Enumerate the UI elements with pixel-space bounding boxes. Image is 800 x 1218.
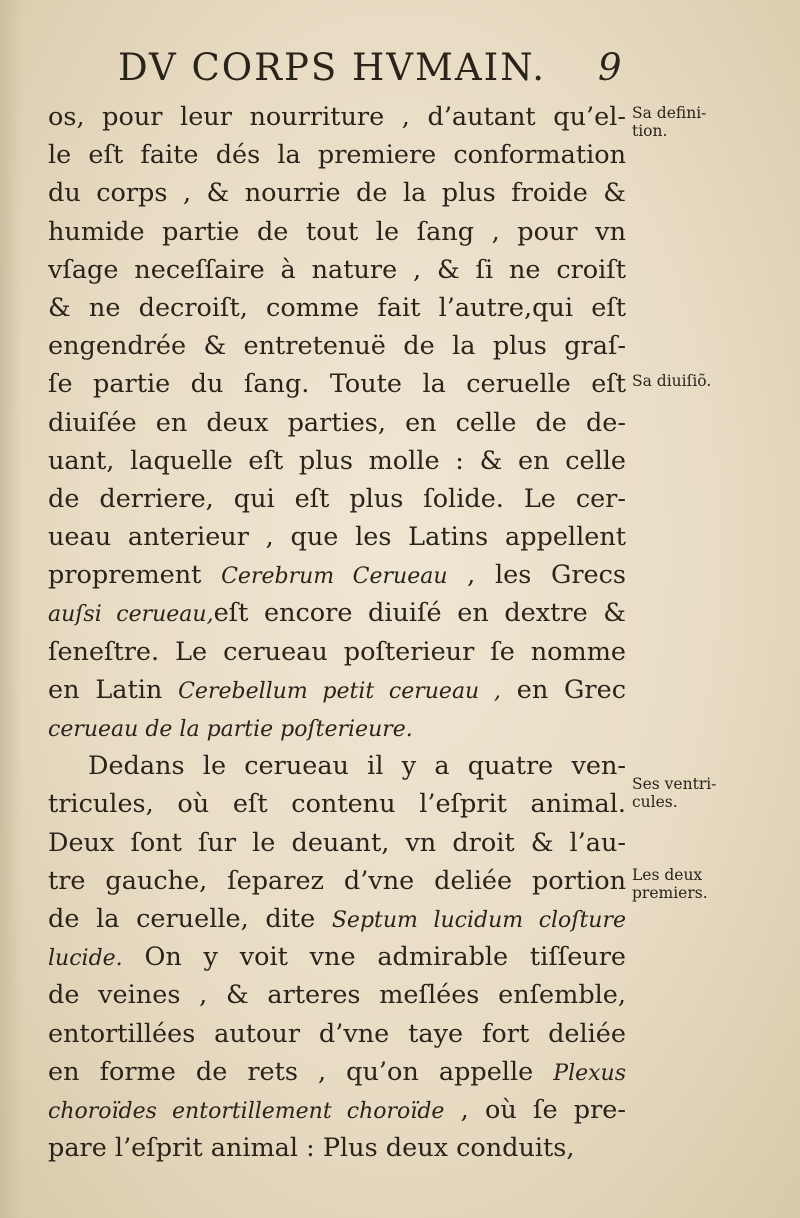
- italic-text: Cerebrum Cerueau: [221, 564, 448, 590]
- margin-note-line: Sa defini-: [632, 104, 707, 122]
- text-line: [48, 862, 626, 900]
- margin-note: [632, 372, 792, 390]
- text-line: [48, 251, 626, 289]
- text-line: [48, 404, 626, 442]
- text-span: On y voit vne admirable tiſſeure: [122, 942, 626, 973]
- running-title: DV CORPS HVMAIN.: [118, 46, 546, 89]
- text-line: [48, 518, 626, 556]
- page-gutter-shadow: [0, 0, 22, 1218]
- text-line: [48, 213, 626, 251]
- margin-note-line: premiers.: [632, 884, 708, 902]
- text-line: [48, 1129, 626, 1167]
- text-span: en forme de rets , qu’on appelle: [48, 1056, 554, 1087]
- text-span: entortillées autour d’vne taye fort deliée: [48, 1018, 626, 1049]
- italic-text: Plexus: [553, 1060, 626, 1086]
- text-span: engendrée & entretenuë de la plus graſ-: [48, 331, 626, 362]
- text-span: , où ſe pre-: [444, 1094, 626, 1125]
- italic-text: auſsi cerueau,: [48, 602, 214, 628]
- text-span: tre gauche, ſeparez d’vne deliée portion: [48, 865, 626, 896]
- text-line: [48, 480, 626, 518]
- margin-note-line: Sa diuiſiõ.: [632, 372, 712, 390]
- text-line: [48, 289, 626, 327]
- text-line: [48, 709, 626, 747]
- text-span: diuiſée en deux parties, en celle de de-: [48, 407, 626, 438]
- text-span: de veines , & arteres meſlées enſemble,: [48, 980, 626, 1011]
- margin-note-line: tion.: [632, 122, 668, 140]
- text-span: os, pour leur nourriture , d’autant qu’el-: [48, 102, 626, 132]
- text-span: de derriere, qui eſt plus ſolide. Le cer-: [48, 483, 626, 514]
- text-span: humide partie de tout le ſang , pour vn: [48, 216, 626, 247]
- text-line: [48, 633, 626, 671]
- text-span: uant, laquelle eſt plus molle : & en celle: [48, 445, 626, 476]
- text-span: , les Grecs: [447, 560, 626, 591]
- text-line: [48, 747, 626, 785]
- text-span: Deux ſont ſur le deuant, vn droit & l’au-: [48, 827, 626, 858]
- text-span: ueau anterieur , que les Latins appellent: [48, 522, 626, 553]
- text-line: [48, 785, 626, 823]
- text-line: [48, 442, 626, 480]
- text-span: vſage neceſſaire à nature , & ſi ne croiſt: [48, 254, 626, 285]
- text-span: le eſt faite dés la premiere conformation: [48, 140, 626, 171]
- italic-text: Septum lucidum cloſture: [331, 907, 626, 933]
- text-line: [48, 824, 626, 862]
- text-line: [48, 1091, 626, 1129]
- margin-note-line: Ses ventri-: [632, 775, 717, 793]
- italic-text: lucide.: [48, 946, 123, 972]
- text-span: en Latin: [48, 674, 179, 705]
- italic-text: cerueau de la partie poſterieure.: [48, 717, 413, 742]
- text-span: Dedans le cerueau il y a quatre ven-: [88, 751, 626, 782]
- text-span: proprement: [48, 560, 222, 591]
- text-line: [48, 900, 626, 938]
- text-line: [48, 1053, 626, 1091]
- page-number: 9: [598, 46, 624, 89]
- italic-text: Cerebellum petit cerueau ,: [178, 678, 501, 704]
- margin-note: [632, 104, 792, 140]
- text-line: [48, 327, 626, 365]
- text-span: en Grec: [500, 674, 626, 705]
- italic-text: choroïdes entortillement choroïde: [48, 1098, 445, 1124]
- margin-note: [632, 866, 792, 902]
- text-span: eſt encore diuiſé en dextre &: [213, 598, 627, 629]
- text-span: tricules, où eſt contenu l’eſprit animal.: [48, 789, 626, 820]
- running-header: [118, 48, 638, 88]
- body-text: [48, 98, 626, 1167]
- margin-note-line: cules.: [632, 793, 678, 811]
- text-line: [48, 365, 626, 403]
- text-line: [48, 136, 626, 174]
- margin-note: [632, 775, 792, 811]
- text-span: pare l’eſprit animal : Plus deux conduits,: [48, 1133, 575, 1164]
- text-line: [48, 594, 626, 632]
- text-span: ſeneſtre. Le cerueau poſterieur ſe nomme: [48, 636, 626, 667]
- text-line: [48, 1015, 626, 1053]
- text-span: du corps , & nourrie de la plus froide &: [48, 178, 626, 209]
- text-span: de la ceruelle, dite: [48, 903, 332, 934]
- text-line: [48, 98, 626, 136]
- text-line: [48, 671, 626, 709]
- text-line: [48, 174, 626, 212]
- text-line: [48, 976, 626, 1014]
- text-line: [48, 556, 626, 594]
- text-span: & ne decroiſt, comme fait l’autre,qui eſt: [48, 292, 626, 323]
- text-span: ſe partie du ſang. Toute la ceruelle eſt: [48, 369, 626, 400]
- text-line: [48, 938, 626, 976]
- margin-note-line: Les deux: [632, 866, 703, 884]
